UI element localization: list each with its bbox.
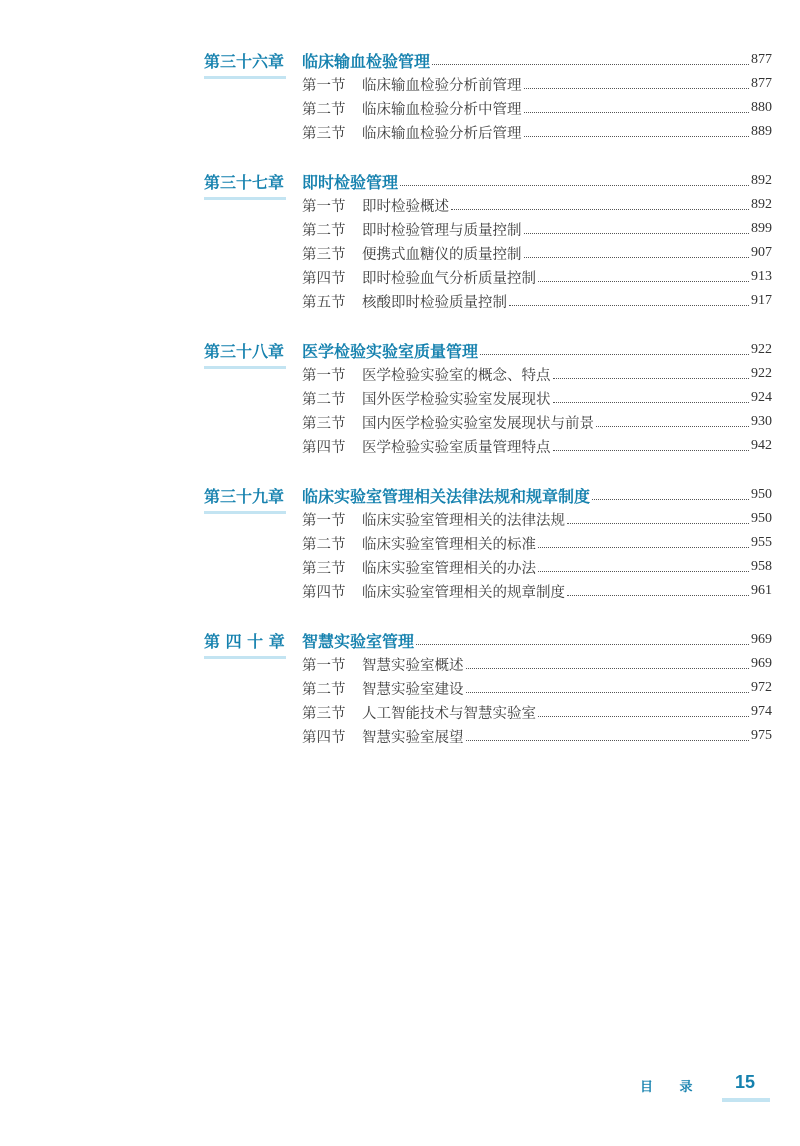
section-entry (204, 507, 772, 531)
section-title: 即时检验管理与质量控制 (362, 222, 522, 239)
section-entry (204, 386, 772, 410)
page-number: 15 (735, 1072, 756, 1092)
chapter-title: 智慧实验室管理 (302, 631, 415, 651)
section-number: 第二节 (302, 222, 346, 239)
section-number: 第二节 (302, 391, 346, 408)
chapter-title: 即时检验管理 (302, 172, 399, 192)
section-page-number: 942 (751, 438, 772, 453)
section-page-number: 877 (751, 76, 772, 91)
section-page-number: 924 (751, 390, 772, 405)
section-number: 第二节 (302, 681, 346, 698)
dot-leader (567, 595, 749, 596)
section-number: 第一节 (302, 77, 346, 94)
running-footer-title: 目 录 (640, 1080, 693, 1095)
dot-leader (524, 257, 750, 258)
section-title: 核酸即时检验质量控制 (362, 294, 507, 311)
section-title: 临床实验室管理相关的法律法规 (362, 512, 565, 529)
section-entry (204, 241, 772, 265)
section-title: 临床输血检验分析后管理 (362, 125, 522, 142)
section-page-number: 907 (751, 245, 772, 260)
section-number: 第二节 (302, 101, 346, 118)
section-entry (204, 120, 772, 144)
dot-leader (432, 64, 749, 65)
section-page-number: 880 (751, 100, 772, 115)
table-of-contents (204, 48, 772, 773)
section-title: 医学检验实验室质量管理特点 (362, 439, 551, 456)
section-entry (204, 265, 772, 289)
chapter-group (204, 169, 772, 313)
dot-leader (509, 305, 749, 306)
section-entry (204, 555, 772, 579)
chapter-heading (204, 483, 772, 507)
chapter-title: 医学检验实验室质量管理 (302, 341, 479, 361)
section-number: 第三节 (302, 415, 346, 432)
section-number: 第一节 (302, 657, 346, 674)
section-title: 人工智能技术与智慧实验室 (362, 705, 536, 722)
section-entry (204, 410, 772, 434)
dot-leader (400, 185, 749, 186)
section-number: 第四节 (302, 584, 346, 601)
section-title: 医学检验实验室的概念、特点 (362, 367, 551, 384)
dot-leader (538, 281, 749, 282)
section-number: 第五节 (302, 294, 346, 311)
section-page-number: 972 (751, 680, 772, 695)
section-entry (204, 652, 772, 676)
section-entry (204, 193, 772, 217)
section-page-number: 958 (751, 559, 772, 574)
section-number: 第一节 (302, 367, 346, 384)
chapter-number: 第三十九章 (204, 486, 285, 506)
section-entry (204, 676, 772, 700)
section-number: 第一节 (302, 512, 346, 529)
dot-leader (416, 644, 749, 645)
chapter-number: 第 四 十 章 (204, 631, 285, 651)
dot-leader (480, 354, 749, 355)
dot-leader (596, 426, 749, 427)
section-number: 第四节 (302, 270, 346, 287)
page-number-underline (722, 1098, 770, 1102)
chapter-group (204, 628, 772, 748)
section-entry (204, 700, 772, 724)
chapter-heading (204, 169, 772, 193)
chapter-group (204, 48, 772, 144)
section-title: 临床输血检验分析前管理 (362, 77, 522, 94)
chapter-number: 第三十六章 (204, 51, 285, 71)
dot-leader (524, 136, 750, 137)
section-number: 第三节 (302, 560, 346, 577)
section-title: 临床实验室管理相关的标准 (362, 536, 536, 553)
section-title: 临床实验室管理相关的办法 (362, 560, 536, 577)
section-page-number: 961 (751, 583, 772, 598)
chapter-heading (204, 628, 772, 652)
section-page-number: 899 (751, 221, 772, 236)
chapter-number: 第三十八章 (204, 341, 285, 361)
dot-leader (567, 523, 749, 524)
chapter-page-number: 922 (751, 342, 772, 357)
section-title: 智慧实验室建设 (362, 681, 464, 698)
dot-leader (592, 499, 749, 500)
section-page-number: 955 (751, 535, 772, 550)
chapter-page-number: 892 (751, 173, 772, 188)
chapter-page-number: 950 (751, 487, 772, 502)
section-entry (204, 362, 772, 386)
section-title: 国外医学检验实验室发展现状 (362, 391, 551, 408)
dot-leader (553, 450, 750, 451)
section-page-number: 889 (751, 124, 772, 139)
section-page-number: 892 (751, 197, 772, 212)
section-page-number: 975 (751, 728, 772, 743)
chapter-page-number: 969 (751, 632, 772, 647)
section-entry (204, 217, 772, 241)
section-title: 国内医学检验实验室发展现状与前景 (362, 415, 594, 432)
section-number: 第四节 (302, 729, 346, 746)
section-entry (204, 434, 772, 458)
section-page-number: 913 (751, 269, 772, 284)
section-title: 便携式血糖仪的质量控制 (362, 246, 522, 263)
section-page-number: 969 (751, 656, 772, 671)
chapter-group (204, 338, 772, 458)
section-entry (204, 96, 772, 120)
dot-leader (538, 571, 749, 572)
chapter-heading (204, 338, 772, 362)
section-entry (204, 531, 772, 555)
section-number: 第二节 (302, 536, 346, 553)
section-title: 临床实验室管理相关的规章制度 (362, 584, 565, 601)
dot-leader (538, 716, 749, 717)
section-number: 第三节 (302, 125, 346, 142)
section-entry (204, 579, 772, 603)
section-number: 第三节 (302, 705, 346, 722)
section-number: 第一节 (302, 198, 346, 215)
chapter-number: 第三十七章 (204, 172, 285, 192)
section-page-number: 974 (751, 704, 772, 719)
chapter-title: 临床输血检验管理 (302, 51, 431, 71)
section-entry (204, 724, 772, 748)
dot-leader (466, 692, 750, 693)
section-page-number: 917 (751, 293, 772, 308)
dot-leader (451, 209, 749, 210)
section-entry (204, 289, 772, 313)
section-entry (204, 72, 772, 96)
section-page-number: 922 (751, 366, 772, 381)
dot-leader (466, 668, 750, 669)
section-title: 即时检验概述 (362, 198, 449, 215)
section-page-number: 950 (751, 511, 772, 526)
chapter-group (204, 483, 772, 603)
dot-leader (538, 547, 749, 548)
dot-leader (524, 88, 750, 89)
dot-leader (553, 378, 750, 379)
section-title: 即时检验血气分析质量控制 (362, 270, 536, 287)
chapter-title: 临床实验室管理相关法律法规和规章制度 (302, 486, 591, 506)
section-number: 第三节 (302, 246, 346, 263)
section-page-number: 930 (751, 414, 772, 429)
dot-leader (466, 740, 750, 741)
dot-leader (524, 112, 750, 113)
chapter-heading (204, 48, 772, 72)
section-title: 智慧实验室展望 (362, 729, 464, 746)
section-title: 智慧实验室概述 (362, 657, 464, 674)
section-title: 临床输血检验分析中管理 (362, 101, 522, 118)
dot-leader (524, 233, 750, 234)
chapter-page-number: 877 (751, 52, 772, 67)
dot-leader (553, 402, 750, 403)
section-number: 第四节 (302, 439, 346, 456)
